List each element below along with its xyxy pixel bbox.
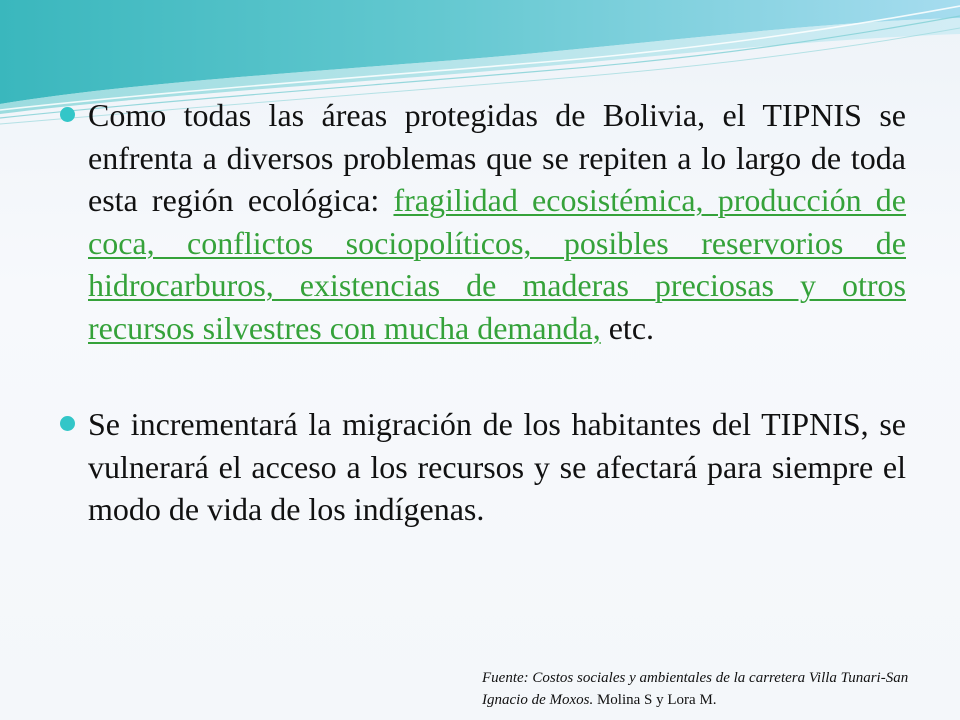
bullet-list [58, 94, 906, 531]
source-citation-authors: Molina S y Lora M. [593, 692, 717, 708]
bullet-marker-icon [60, 416, 75, 431]
bullet-marker-icon [60, 107, 75, 122]
bullet-1-linked-text[interactable]: fragilidad ecosistémica, producción de coca, conflictos sociopolíticos, posibles reservorios de hidrocarburos, existencias de maderas preciosas y otros recursos silvestres con mucha demanda, [88, 182, 907, 346]
source-citation [482, 667, 952, 711]
source-citation-italic: Fuente: Costos sociales y ambientales de la carretera Villa Tunari-San Ignacio de Moxos. [482, 670, 909, 708]
bullet-1-text-before: Como todas las áreas protegidas de Bolivia, el TIPNIS se enfrenta a diversos problemas que se repiten a lo largo de toda esta región ecológica: [88, 97, 906, 218]
bullet-item-2 [58, 403, 906, 531]
bullet-1-text-after: etc. [600, 309, 655, 346]
bullet-item-1 [58, 94, 906, 349]
bullet-2-text: Se incrementará la migración de los habitantes del TIPNIS, se vulnerará el acceso a los recursos y se afectará para siempre el modo de vida de los indígenas. [88, 406, 906, 527]
